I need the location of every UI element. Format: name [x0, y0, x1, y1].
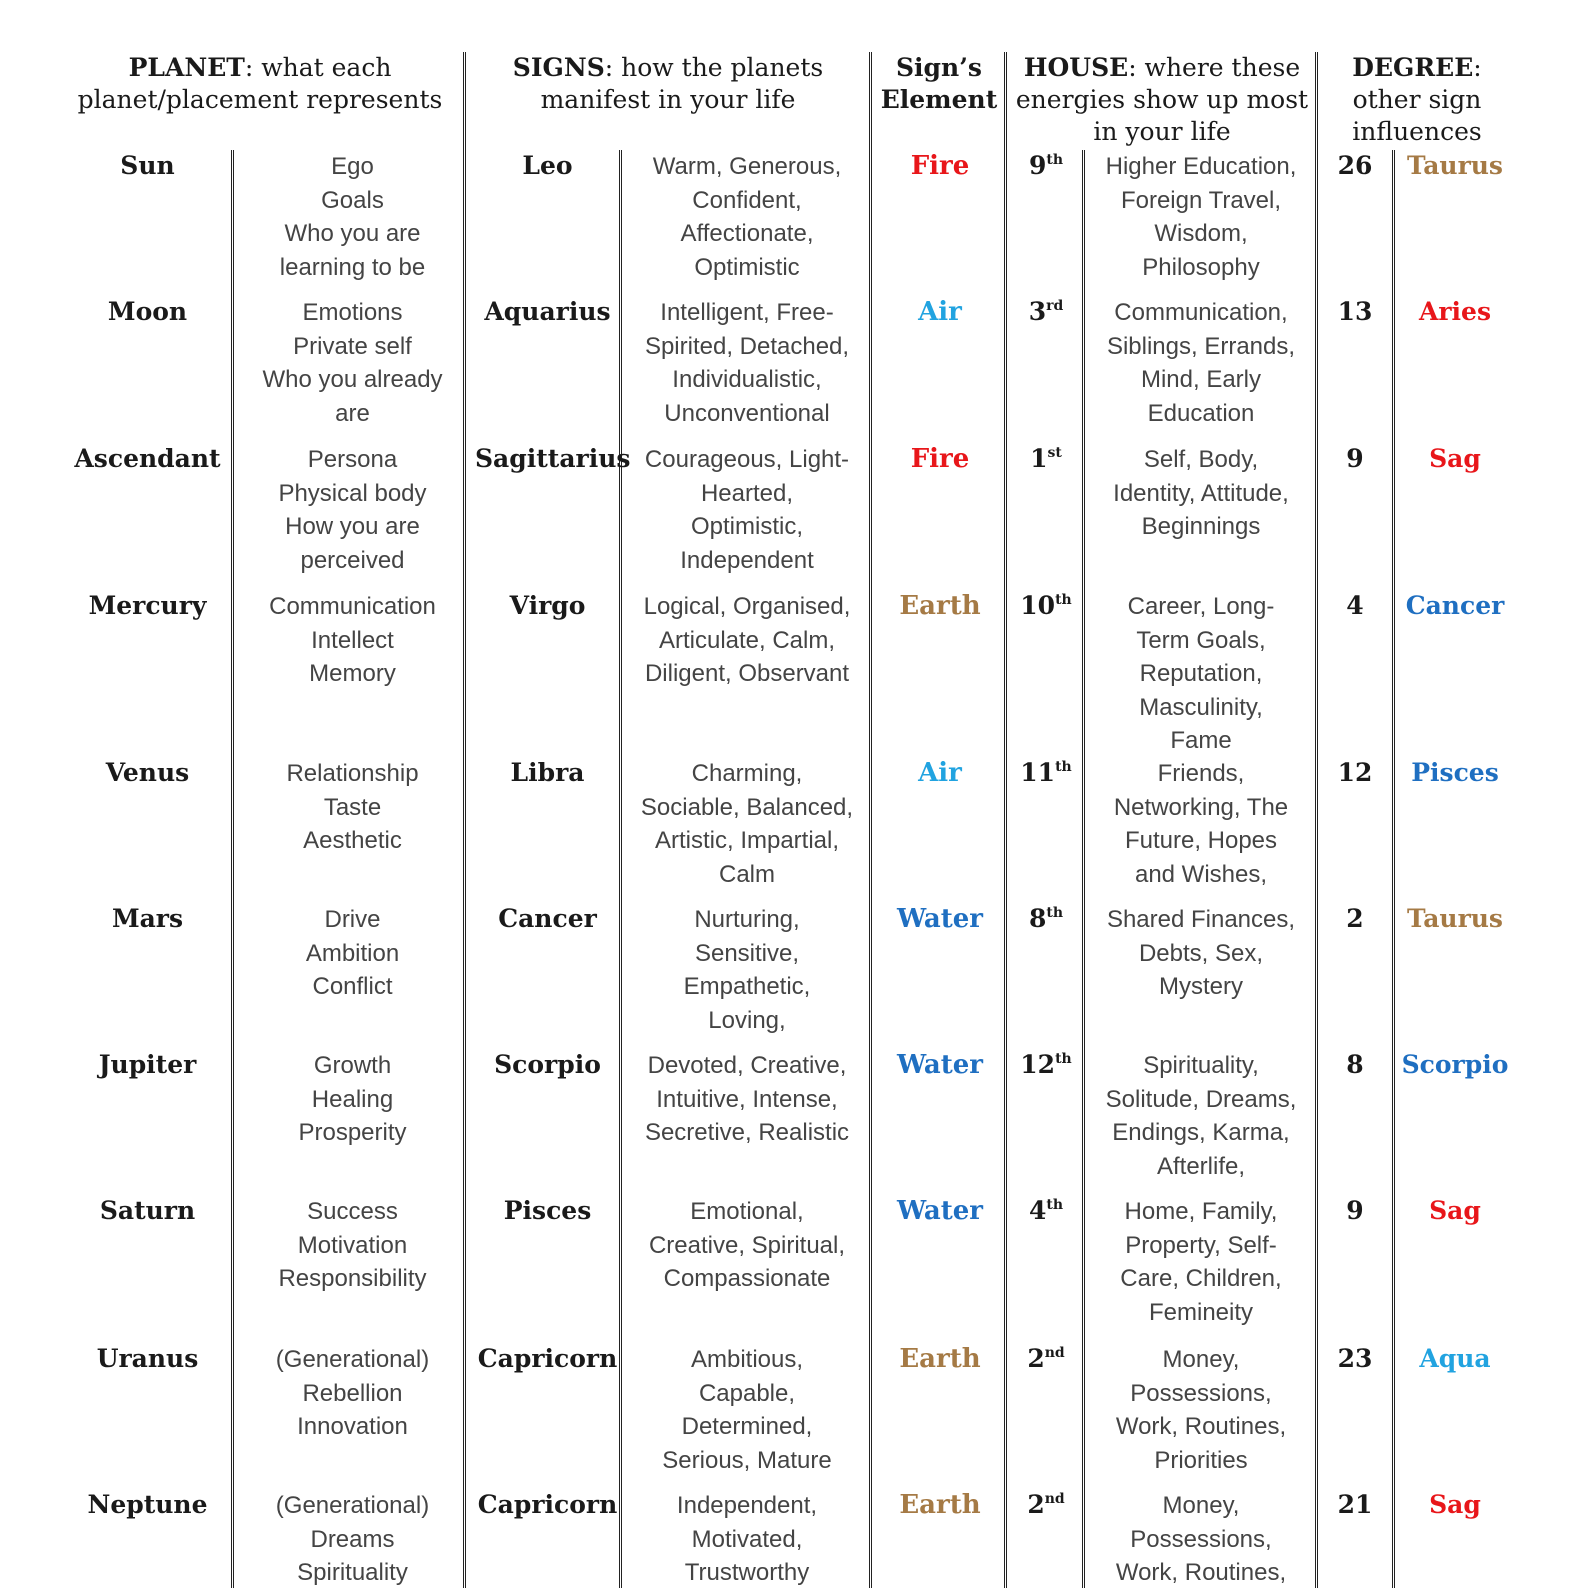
house-area-line: Possessions, — [1130, 1379, 1272, 1407]
house-area-line: Shared Finances, — [1106, 906, 1296, 933]
house-area-line: Higher Education, — [1105, 153, 1297, 180]
element-label: Air — [918, 297, 962, 327]
sign-traits-line: Intuitive, Intense, — [656, 1085, 838, 1113]
planet-meaning-line: Innovation — [297, 1413, 408, 1440]
sign-traits-line: Determined, — [681, 1413, 813, 1440]
degree-value: 9 — [1346, 444, 1364, 473]
element-label: Earth — [899, 1344, 981, 1374]
planet-name: Mars — [111, 904, 184, 933]
planet-meaning-line: Motivation — [297, 1231, 408, 1259]
house-ordinal-suffix: nd — [1044, 1345, 1065, 1361]
planet-meaning-line: perceived — [300, 546, 405, 574]
sign-traits-line: Creative, Spiritual, — [648, 1231, 846, 1259]
influence-sign: Cancer — [1405, 591, 1505, 620]
sign-name: Pisces — [503, 1196, 592, 1225]
house-ordinal-suffix: th — [1046, 152, 1064, 168]
house-ordinal-suffix: th — [1046, 905, 1064, 921]
sign-name: Virgo — [509, 591, 586, 620]
planet-meaning-line: (Generational) — [275, 1492, 430, 1519]
house-number-value: 8 — [1028, 904, 1047, 933]
planet-meaning-line: Emotions — [302, 299, 403, 326]
sign-traits — [628, 1343, 866, 1477]
influence-sign: Aries — [1418, 297, 1492, 326]
sign-traits-line: Emotional, — [690, 1198, 804, 1225]
house-area-line: Debts, Sex, — [1138, 939, 1264, 967]
sign-name: Aquarius — [484, 297, 611, 326]
house-area — [1092, 1489, 1310, 1588]
sign-traits-line: Serious, Mature — [662, 1446, 832, 1474]
sign-traits-line: Calm — [718, 860, 775, 888]
sign-traits — [628, 1489, 866, 1588]
sign-traits-line: Compassionate — [663, 1265, 831, 1292]
planet-meaning-line: Private self — [293, 332, 412, 360]
house-area-line: Possessions, — [1130, 1525, 1272, 1553]
house-area — [1092, 903, 1310, 1004]
house-area-line: Reputation, — [1139, 660, 1263, 687]
sign-traits-line: Empathetic, — [683, 973, 811, 1000]
house-area — [1092, 1343, 1310, 1477]
sign-traits-line: Unconventional — [664, 399, 830, 427]
house-number — [1012, 757, 1080, 789]
house-number-value: 12 — [1020, 1050, 1056, 1079]
planet-meaning-line: Dreams — [310, 1525, 395, 1553]
house-number-value: 2 — [1027, 1490, 1045, 1519]
house-area-line: Foreign Travel, — [1120, 186, 1282, 214]
house-area-line: Solitude, Dreams, — [1105, 1085, 1297, 1113]
degree-value: 21 — [1337, 1490, 1373, 1519]
house-area-line: Friends, — [1157, 760, 1245, 787]
house-number — [1012, 1489, 1080, 1521]
house-ordinal-suffix: rd — [1046, 298, 1064, 314]
house-number — [1012, 150, 1080, 182]
degree-value: 9 — [1346, 1196, 1364, 1225]
degree-value: 26 — [1337, 151, 1373, 180]
planet-meaning — [245, 1489, 460, 1588]
sign-traits-line: Optimistic, — [690, 513, 803, 540]
degree-value: 12 — [1337, 758, 1373, 787]
influence-sign: Taurus — [1406, 904, 1503, 933]
planet-meaning — [245, 1049, 460, 1150]
house-area-line: Femineity — [1148, 1298, 1254, 1326]
sign-traits — [628, 1049, 866, 1150]
house-area-line: Siblings, Errands, — [1106, 332, 1296, 360]
planet-meaning-line: Ego — [331, 153, 374, 180]
house-area-line: Career, Long- — [1127, 593, 1275, 620]
sign-traits-line: Affectionate, — [680, 220, 814, 247]
sign-traits-line: Spirited, Detached, — [644, 332, 850, 360]
house-number — [1012, 443, 1080, 475]
house-area-line: Identity, Attitude, — [1113, 479, 1289, 507]
planet-name: Saturn — [99, 1196, 196, 1225]
house-number — [1012, 1195, 1080, 1227]
element-label: Earth — [899, 591, 981, 621]
planet-meaning-line: Who you already — [262, 366, 443, 393]
house-area-line: Afterlife, — [1156, 1152, 1246, 1180]
house-area-line: and Wishes, — [1134, 860, 1268, 888]
planet-meaning-line: Relationship — [286, 760, 419, 787]
planet-meaning-line: learning to be — [279, 253, 426, 281]
planet-name: Moon — [107, 297, 188, 326]
planet-meaning-line: Taste — [323, 793, 382, 821]
house-ordinal-suffix: th — [1055, 592, 1072, 608]
house-area-line: Beginnings — [1141, 513, 1261, 540]
house-ordinal-suffix: th — [1046, 1197, 1064, 1213]
house-area-line: Money, — [1162, 1346, 1240, 1373]
degree-value: 2 — [1346, 904, 1364, 933]
house-area-line: Fame — [1170, 727, 1232, 754]
degree-value: 4 — [1346, 591, 1364, 620]
sign-traits — [628, 903, 866, 1037]
column-divider — [1392, 150, 1395, 1588]
sign-traits-line: Independent — [680, 546, 814, 574]
planet-meaning-line: are — [335, 399, 370, 427]
sign-traits — [628, 443, 866, 577]
planet-meaning-line: Responsibility — [278, 1265, 427, 1292]
sign-traits-line: Hearted, — [700, 479, 794, 507]
element-label: Water — [896, 1050, 984, 1080]
sign-traits-line: Independent, — [676, 1492, 818, 1519]
sign-name: Leo — [522, 151, 573, 180]
house-area-line: Self, Body, — [1143, 446, 1259, 473]
influence-sign: Sag — [1429, 1196, 1481, 1225]
house-number-value: 1 — [1030, 444, 1048, 473]
sign-traits-line: Trustworthy — [684, 1559, 810, 1586]
house-area-line: Work, Routines, — [1115, 1413, 1287, 1440]
column-divider — [231, 150, 234, 1588]
sign-name: Sagittarius — [475, 444, 631, 473]
header-house: HOUSE: where these energies show up most in your life — [1015, 53, 1309, 146]
planet-name: Neptune — [87, 1490, 208, 1519]
sign-traits — [628, 150, 866, 284]
header-planet: PLANET: what each planet/placement represents — [77, 53, 443, 114]
sign-traits-line: Artistic, Impartial, — [654, 827, 840, 854]
house-area-line: Philosophy — [1142, 253, 1260, 281]
planet-meaning-line: (Generational) — [275, 1346, 430, 1373]
house-area-line: Future, Hopes — [1124, 827, 1278, 854]
influence-sign: Taurus — [1406, 151, 1503, 180]
planet-meaning-line: Physical body — [278, 479, 427, 507]
house-area-line: Money, — [1162, 1492, 1240, 1519]
column-divider — [463, 52, 466, 1588]
sign-traits-line: Diligent, Observant — [644, 660, 850, 687]
sign-name: Capricorn — [477, 1344, 618, 1373]
influence-sign: Scorpio — [1401, 1050, 1509, 1079]
header-signs: SIGNS: how the planets manifest in your life — [512, 53, 824, 114]
sign-name: Scorpio — [494, 1050, 601, 1079]
planet-meaning-line: Ambition — [305, 939, 400, 967]
house-area-line: Education — [1147, 399, 1255, 427]
header-element: Sign’s Element — [880, 53, 998, 114]
column-divider — [1082, 150, 1085, 1588]
sign-name: Libra — [510, 758, 585, 787]
planet-meaning-line: Healing — [311, 1085, 394, 1113]
planet-name: Jupiter — [98, 1050, 197, 1079]
sign-traits-line: Loving, — [708, 1006, 786, 1034]
planet-meaning-line: Prosperity — [298, 1119, 407, 1146]
house-area — [1092, 296, 1310, 430]
planet-meaning-line: Communication — [269, 593, 436, 620]
house-area-line: Care, Children, — [1120, 1265, 1282, 1292]
planet-meaning — [245, 903, 460, 1004]
planet-meaning-line: Growth — [313, 1052, 392, 1079]
element-label: Water — [896, 904, 984, 934]
planet-meaning — [245, 757, 460, 858]
sign-traits-line: Articulate, Calm, — [658, 626, 836, 654]
house-area-line: Communication, — [1114, 299, 1288, 326]
planet-meaning-line: Spirituality — [297, 1559, 408, 1586]
column-divider — [869, 52, 872, 1588]
planet-meaning-line: Who you are — [284, 220, 421, 247]
house-number-value: 2 — [1027, 1344, 1045, 1373]
element-label: Earth — [899, 1490, 981, 1520]
sign-traits-line: Intelligent, Free- — [660, 299, 834, 326]
planet-name: Venus — [105, 758, 190, 787]
house-ordinal-suffix: nd — [1044, 1491, 1065, 1507]
planet-meaning-line: Intellect — [311, 626, 394, 654]
house-area-line: Wisdom, — [1154, 220, 1248, 247]
house-area-line: Masculinity, — [1139, 693, 1263, 721]
degree-value: 23 — [1337, 1344, 1373, 1373]
planet-meaning — [245, 590, 460, 691]
influence-sign: Sag — [1429, 444, 1481, 473]
planet-name: Uranus — [96, 1344, 199, 1373]
sign-traits-line: Nurturing, — [694, 906, 800, 933]
influence-sign: Sag — [1429, 1490, 1481, 1519]
header-degree: DEGREE: other sign influences — [1352, 53, 1482, 146]
house-area — [1092, 1049, 1310, 1183]
planet-meaning-line: Goals — [321, 186, 384, 214]
sign-traits-line: Secretive, Realistic — [644, 1119, 850, 1146]
house-number — [1012, 296, 1080, 328]
sign-traits-line: Sensitive, — [694, 939, 800, 967]
sign-traits-line: Motivated, — [691, 1525, 803, 1553]
sign-traits — [628, 757, 866, 891]
sign-name: Capricorn — [477, 1490, 618, 1519]
degree-value: 8 — [1346, 1050, 1364, 1079]
house-area-line: Work, Routines, — [1115, 1559, 1287, 1586]
house-area-line: Networking, The — [1113, 793, 1289, 821]
sign-traits-line: Logical, Organised, — [643, 593, 851, 620]
house-number — [1012, 903, 1080, 935]
sign-traits-line: Ambitious, — [690, 1346, 804, 1373]
planet-meaning — [245, 1195, 460, 1296]
house-number-value: 3 — [1028, 297, 1047, 326]
planet-name: Mercury — [88, 591, 207, 620]
influence-sign: Aqua — [1419, 1344, 1491, 1373]
sign-traits-line: Devoted, Creative, — [647, 1052, 847, 1079]
house-area — [1092, 150, 1310, 284]
sign-traits-line: Confident, — [692, 186, 802, 214]
house-area — [1092, 757, 1310, 891]
sign-traits-line: Individualistic, — [672, 366, 822, 393]
planet-meaning — [245, 150, 460, 284]
house-area — [1092, 590, 1310, 758]
house-number — [1012, 1049, 1080, 1081]
planet-name: Sun — [120, 151, 175, 180]
house-ordinal-suffix: th — [1055, 759, 1072, 775]
element-label: Water — [896, 1196, 984, 1226]
planet-name: Ascendant — [74, 444, 221, 473]
planet-meaning-line: Aesthetic — [303, 827, 402, 854]
house-area — [1092, 443, 1310, 544]
planet-meaning — [245, 443, 460, 577]
sign-name: Cancer — [498, 904, 597, 933]
sign-traits-line: Warm, Generous, — [652, 153, 842, 180]
house-area-line: Priorities — [1154, 1446, 1248, 1474]
house-ordinal-suffix: st — [1047, 445, 1062, 461]
house-area-line: Home, Family, — [1124, 1198, 1278, 1225]
house-number-value: 9 — [1028, 151, 1047, 180]
house-area — [1092, 1195, 1310, 1329]
house-area-line: Endings, Karma, — [1112, 1119, 1290, 1146]
planet-meaning-line: How you are — [285, 513, 420, 540]
planet-meaning-line: Persona — [307, 446, 398, 473]
sign-traits-line: Courageous, Light- — [644, 446, 850, 473]
degree-value: 13 — [1337, 297, 1373, 326]
sign-traits-line: Optimistic — [694, 253, 800, 281]
house-number-value: 11 — [1020, 758, 1056, 787]
house-area-line: Term Goals, — [1136, 626, 1266, 654]
house-number-value: 4 — [1028, 1196, 1047, 1225]
sign-traits — [628, 296, 866, 430]
house-number — [1012, 590, 1080, 622]
planet-meaning-line: Rebellion — [302, 1379, 403, 1407]
planet-meaning-line: Success — [307, 1198, 398, 1225]
column-divider — [1315, 52, 1318, 1588]
house-ordinal-suffix: th — [1055, 1051, 1072, 1067]
house-number — [1012, 1343, 1080, 1375]
house-number-value: 10 — [1020, 591, 1056, 620]
planet-meaning — [245, 296, 460, 430]
sign-traits-line: Capable, — [698, 1379, 796, 1407]
planet-meaning-line: Drive — [324, 906, 381, 933]
element-label: Fire — [910, 444, 970, 474]
sign-traits-line: Charming, — [691, 760, 803, 787]
element-label: Fire — [910, 151, 970, 181]
house-area-line: Property, Self- — [1125, 1231, 1277, 1259]
influence-sign: Pisces — [1411, 758, 1499, 787]
sign-traits — [628, 590, 866, 691]
column-divider — [1004, 52, 1007, 1588]
element-label: Air — [918, 758, 962, 788]
sign-traits — [628, 1195, 866, 1296]
house-area-line: Spirituality, — [1143, 1052, 1259, 1079]
house-area-line: Mind, Early — [1140, 366, 1262, 393]
planet-meaning — [245, 1343, 460, 1444]
house-area-line: Mystery — [1159, 973, 1243, 1000]
sign-traits-line: Sociable, Balanced, — [640, 793, 854, 821]
planet-meaning-line: Memory — [309, 660, 396, 687]
planet-meaning-line: Conflict — [312, 973, 393, 1000]
